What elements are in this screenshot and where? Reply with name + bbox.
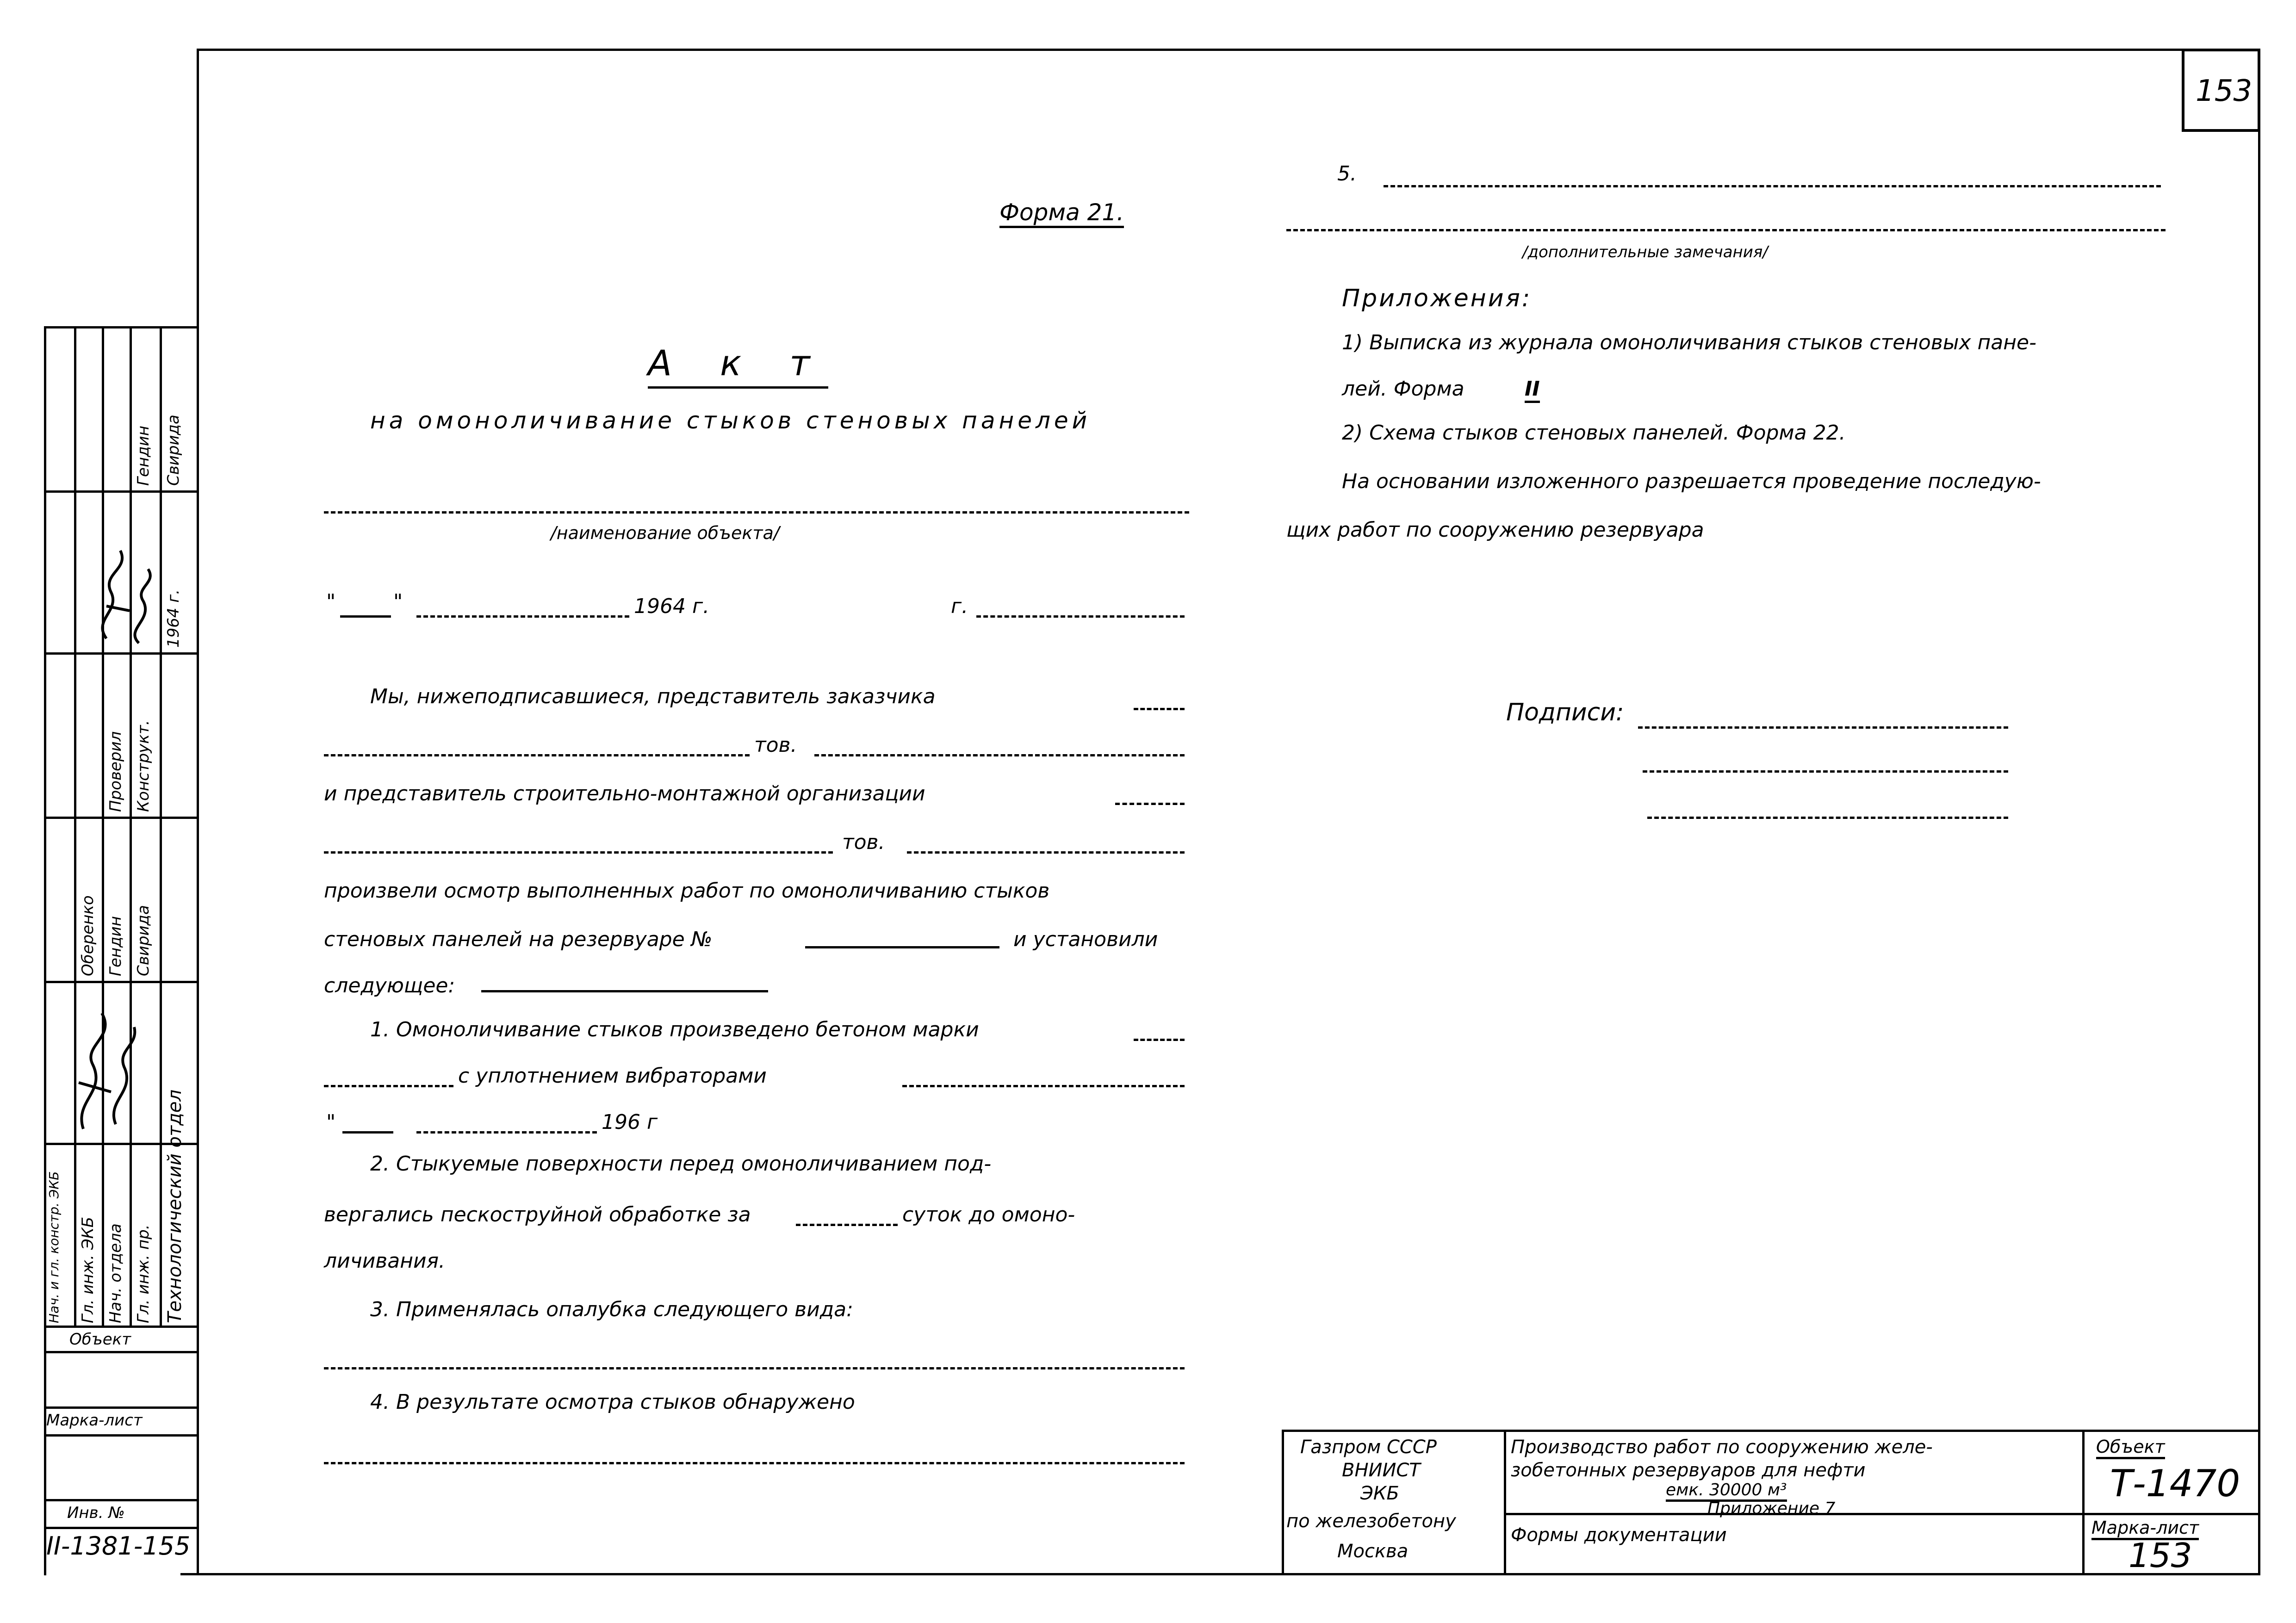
side-stamp-top [44, 326, 197, 328]
item-2b-2: суток до омоно- [902, 1203, 1075, 1227]
org-line-3: ЭКБ [1360, 1483, 1399, 1504]
item-2b-1: вергались пескоструйной обработке за [324, 1203, 751, 1227]
findings-blank [481, 990, 768, 992]
side-inv-label: Инв. № [67, 1504, 125, 1522]
city-blank [976, 615, 1185, 618]
body-line-2-blank-b [814, 754, 1185, 756]
side-stamp-row-j [44, 1499, 197, 1501]
body-line-4-blank-a [324, 851, 833, 854]
item-1-year: 196 г [602, 1110, 658, 1134]
item-1-quote: " [326, 1110, 336, 1134]
side-object-label: Объект [69, 1330, 131, 1349]
act-year: 1964 г. [634, 595, 710, 618]
signatures-label: Подписи: [1506, 699, 1624, 726]
body-line-2: тов. [754, 733, 797, 757]
side-stamp-row-h [44, 1406, 197, 1409]
item-1-day-blank [342, 1131, 393, 1134]
city-prefix: г. [951, 595, 968, 618]
item-3: 3. Применялась опалубка следующего вида: [370, 1298, 853, 1321]
title-line-2: зобетонных резервуаров для нефти [1511, 1460, 1866, 1481]
title-block-div-2 [2082, 1430, 2085, 1573]
body-line-7: следующее: [324, 974, 455, 997]
item-5: 5. [1337, 162, 1357, 186]
frame-bottom-line [180, 1573, 2260, 1575]
side-code: II-1381-155 [46, 1531, 191, 1561]
side-role-project-eng: Гл. инж. пр. [134, 1224, 153, 1323]
mark-label: Марка-лист [2091, 1518, 2199, 1540]
title-line-4: Приложение 7 [1707, 1499, 1836, 1518]
item-2a: 2. Стыкуемые поверхности перед омоноличиванием под- [370, 1152, 992, 1176]
notes-caption: /дополнительные замечания/ [1522, 243, 1768, 261]
conclusion-2: щих работ по сооружению резервуара [1286, 518, 1704, 542]
side-stamp-row-g [44, 1351, 197, 1353]
act-subtitle: на омоноличивание стыков стеновых панелей [370, 407, 1091, 434]
side-role-chief: Нач. и гл. констр. ЭКБ [46, 1171, 62, 1323]
org-line-1: Газпром СССР [1300, 1437, 1437, 1458]
signature-line-1 [1638, 726, 2008, 729]
attachment-1b: лей. Форма [1342, 377, 1464, 401]
date-quote-open: " [326, 590, 336, 613]
mark-value: 153 [2128, 1536, 2192, 1575]
side-role-dept-head: Нач. отдела [106, 1223, 125, 1323]
side-mark-label: Марка-лист [46, 1411, 143, 1430]
side-stamp-row-f [44, 1326, 197, 1328]
org-line-4: по железобетону [1286, 1511, 1456, 1532]
title-line-3: емк. 30000 м³ [1666, 1481, 1787, 1502]
body-line-1-blank [1134, 708, 1185, 710]
body-line-1: Мы, нижеподписавшиеся, представитель заказчика [370, 685, 936, 708]
signature-line-2 [1643, 770, 2008, 773]
attachment-1b-number: II [1525, 377, 1540, 403]
item-1a: 1. Омоноличивание стыков произведено бетоном марки [370, 1018, 979, 1041]
item-1b: с уплотнением вибраторами [458, 1064, 767, 1088]
side-label-designer: Конструкт. [134, 720, 153, 812]
org-line-2: ВНИИСТ [1342, 1460, 1421, 1481]
body-line-4: тов. [842, 830, 885, 854]
side-name-gendin-2: Гендин [134, 426, 153, 486]
notes-blank [1286, 229, 2166, 231]
item-1-month-blank [416, 1131, 597, 1134]
item-1b-blank-b [902, 1085, 1185, 1087]
item-4-blank [324, 1462, 1185, 1464]
title-block-top [1282, 1430, 2258, 1432]
sheet-number: 153 [2196, 74, 2253, 108]
side-label-checked: Проверил [106, 731, 125, 812]
item-1b-blank-a [324, 1085, 453, 1087]
side-role-tech-dept: Технологический отдел [164, 1089, 186, 1323]
title-block-mid-right [2082, 1513, 2258, 1515]
signature-line-3 [1647, 817, 2008, 819]
body-line-3-blank [1115, 803, 1185, 805]
attachment-1a: 1) Выписка из журнала омоноличивания стыков стеновых пане- [1342, 331, 2036, 354]
body-line-6a: стеновых панелей на резервуаре № [324, 928, 713, 951]
side-year: 1964 г. [164, 589, 183, 648]
form-label: Форма 21. [999, 199, 1124, 228]
attachments-title: Приложения: [1342, 285, 1532, 312]
side-stamp-row-k [44, 1527, 197, 1529]
object-value: Т-1470 [2110, 1462, 2240, 1505]
item-2c: личивания. [324, 1249, 446, 1273]
item-2b-blank [796, 1224, 898, 1226]
tank-number-blank [805, 946, 999, 948]
date-quote-close: " [393, 590, 403, 613]
side-name-gendin-1: Гендин [106, 916, 125, 976]
frame-left-line [197, 49, 199, 1575]
title-block-div-1 [1504, 1430, 1506, 1573]
item-3-blank [324, 1367, 1185, 1369]
conclusion-1: На основании изложенного разрешается проведение последую- [1342, 470, 2041, 493]
date-day-blank [340, 615, 391, 618]
side-name-svirida-2: Свирида [164, 415, 183, 486]
object-name-line [324, 511, 1189, 514]
body-line-2-blank-a [324, 754, 750, 756]
frame-right-line [2258, 49, 2260, 1575]
item-1a-blank [1134, 1039, 1185, 1041]
side-signatures [65, 490, 167, 1138]
title-block-left [1282, 1430, 1284, 1573]
frame-top-line [197, 49, 2260, 51]
body-line-3: и представитель строительно-монтажной организации [324, 782, 925, 805]
object-label: Объект [2096, 1437, 2165, 1459]
item-5-blank [1384, 185, 2161, 187]
act-title: А к т [648, 342, 828, 389]
body-line-4-blank-b [907, 851, 1185, 854]
attachment-2: 2) Схема стыков стеновых панелей. Форма 22. [1342, 421, 1846, 445]
body-line-6b: и установили [1013, 928, 1158, 951]
side-name-svirida-1: Свирида [134, 905, 153, 976]
side-stamp-outer-left [44, 326, 46, 1575]
item-4: 4. В результате осмотра стыков обнаружено [370, 1390, 855, 1414]
side-stamp-row-i [44, 1434, 197, 1437]
side-role-chief-eng: Гл. инж. ЭКБ [79, 1216, 97, 1323]
org-line-5: Москва [1337, 1541, 1409, 1562]
date-month-blank [416, 615, 629, 618]
title-line-1: Производство работ по сооружению желе- [1511, 1437, 1933, 1458]
title-line-5: Формы документации [1511, 1524, 1727, 1546]
object-caption: /наименование объекта/ [551, 523, 780, 543]
side-name-oberenko: Оберенко [79, 895, 97, 976]
body-line-5: произвели осмотр выполненных работ по омоноличиванию стыков [324, 879, 1050, 903]
